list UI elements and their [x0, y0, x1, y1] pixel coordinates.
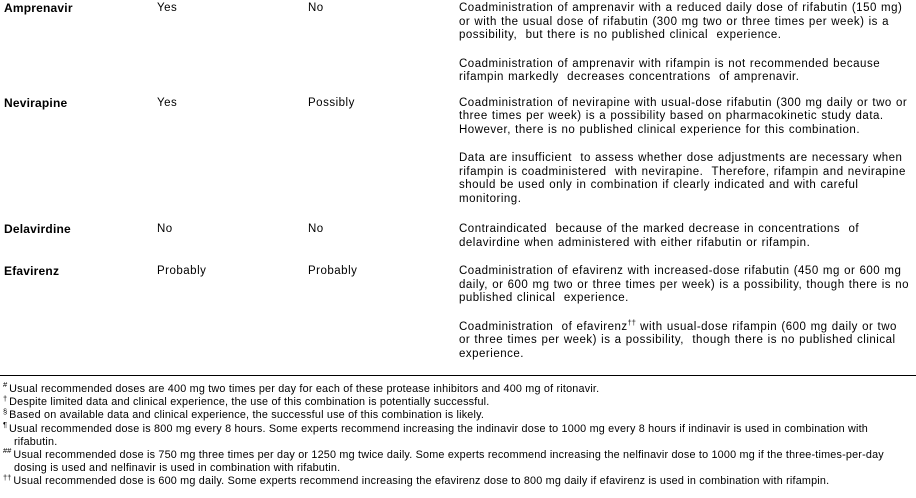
comment-text: with usual-dose rifampin (600 mg daily or two or three times per week) is a possibility, though there is no published clinical experience.	[459, 320, 902, 360]
comments-cell	[459, 223, 912, 250]
footnote-marker: ††	[3, 472, 12, 482]
comment-paragraph: Coadministration of nevirapine with usual-dose rifabutin (300 mg daily or two or three times per week) is a possibility based on pharmacokinetic study data. However, there is no published clinical experience for this combination.	[459, 96, 912, 136]
comment-text: Coadministration of efavirenz	[459, 320, 628, 333]
footnote-dagger	[3, 393, 912, 409]
rifabutin-recommendation: Yes	[157, 96, 178, 109]
footnote-marker: †	[3, 393, 8, 403]
rifampin-recommendation: No	[308, 2, 324, 14]
drug-name: Amprenavir	[4, 1, 73, 15]
footnote-marker: ##	[3, 446, 12, 456]
footnote-text: Despite limited data and clinical experience, the use of this combination is potentially successful.	[9, 396, 490, 409]
comment-paragraph: Coadministration of efavirenz with increased-dose rifabutin (450 mg or 600 mg daily, or 600 mg two or three times per week) is a possibility, though there is no published clinical experience.	[459, 265, 914, 304]
comment-paragraph: Coadministration of amprenavir with a reduced daily dose of rifabutin (150 mg) or with the usual dose of rifabutin (300 mg two or three times per week) is a possibility, but there is no published clinical experience.	[459, 2, 907, 41]
rifabutin-recommendation: Yes	[157, 2, 178, 14]
footnote-marker: ¶	[3, 420, 8, 430]
footnote-hash	[3, 380, 912, 396]
rifabutin-recommendation: No	[157, 223, 173, 235]
rifabutin-recommendation: Probably	[157, 265, 207, 277]
table-row-amprenavir	[4, 2, 914, 85]
drug-name: Efavirenz	[4, 264, 60, 278]
rifampin-recommendation: No	[308, 223, 324, 235]
drug-coadministration-table	[4, 2, 914, 361]
footnote-section-mark	[3, 406, 912, 422]
table-row-efavirenz	[4, 265, 914, 361]
footnote-text: Usual recommended dose is 800 mg every 8 hours. Some experts recommend increasing the indinavir dose to 1000 mg every 8 hours if indinavir is used in combination with rifabutin.	[9, 422, 869, 448]
comments-cell	[459, 265, 912, 361]
comment-paragraph	[459, 317, 912, 362]
drug-name: Nevirapine	[4, 95, 68, 110]
table-row-delavirdine	[4, 223, 914, 250]
footnote-text: Usual recommended dose is 750 mg three times per day or 1250 mg twice daily. Some experts recommend increasing the nelfinavir dose to 1000 mg if the three-times-per-day dosing is used and nelfinavir is used in combination with rifabutin.	[13, 449, 884, 475]
footnotes	[0, 376, 916, 489]
comments-cell	[459, 97, 912, 207]
footnote-pilcrow	[3, 420, 912, 449]
footnote-text: Based on available data and clinical experience, the successful use of this combination is likely.	[9, 409, 485, 422]
footnote-double-hash	[3, 446, 912, 475]
rifampin-recommendation: Probably	[308, 265, 358, 277]
comment-paragraph: Coadministration of amprenavir with rifampin is not recommended because rifampin markedly decreases concentrations of amprenavir.	[459, 57, 885, 83]
footnote-section	[0, 375, 916, 489]
comments-cell	[459, 2, 912, 85]
rifampin-recommendation: Possibly	[308, 96, 355, 109]
footnote-reference-daggers: ††	[627, 317, 636, 327]
footnote-text: Usual recommended doses are 400 mg two times per day for each of these protease inhibitors and 400 mg of ritonavir.	[9, 383, 600, 395]
comment-paragraph: Contraindicated because of the marked decrease in concentrations of delavirdine when administered with either rifabutin or rifampin.	[459, 223, 864, 249]
comment-paragraph: Data are insufficient to assess whether dose adjustments are necessary when rifampin is coadministered with nevirapine. Therefore, rifampin and nevirapine should be used only in combination if clearly indicated and with careful monitoring.	[459, 152, 911, 205]
footnote-marker: §	[3, 406, 8, 416]
footnote-marker: #	[3, 380, 8, 390]
table-row-nevirapine	[4, 97, 914, 207]
drug-name: Delavirdine	[4, 222, 71, 236]
footnote-double-dagger	[3, 472, 912, 488]
footnote-text: Usual recommended dose is 600 mg daily. Some experts recommend increasing the efavirenz dose to 800 mg daily if efavirenz is used in combination with rifampin.	[13, 475, 830, 488]
